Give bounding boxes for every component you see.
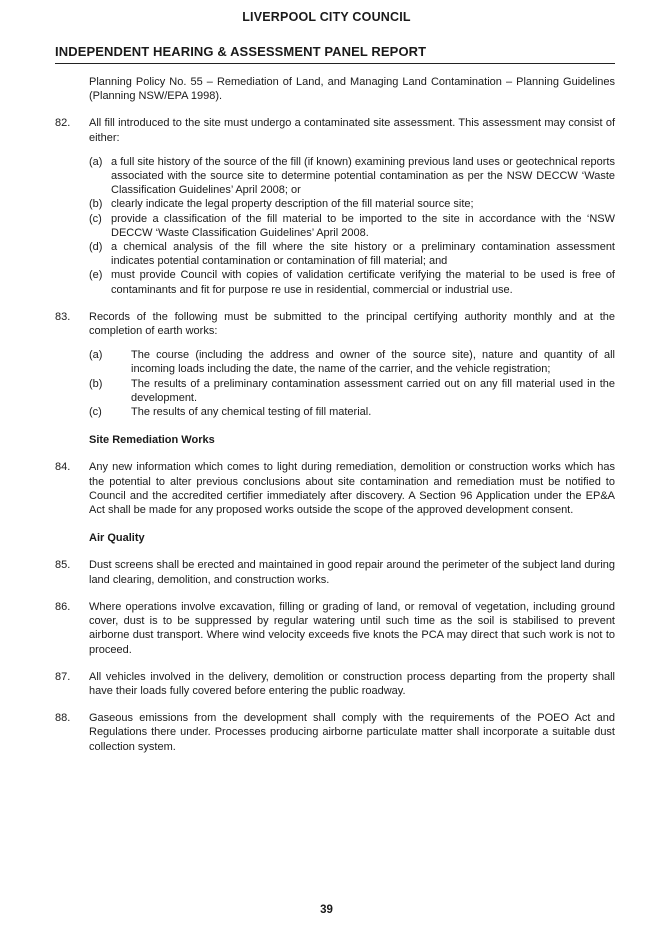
item-letter: (c) — [89, 406, 102, 419]
item-text: must provide Council with copies of validation certificate verifying the material to be used is free of contaminants and fit for purpose re use in residential, commercial or industrial use. — [111, 269, 615, 296]
header-divider — [55, 63, 615, 64]
condition-text: Records of the following must be submitted to the principal certifying authority monthly and at the completion of earth works: — [89, 310, 615, 338]
condition-87 — [55, 670, 615, 698]
condition-number: 85. — [55, 559, 71, 572]
item-letter: (a) — [89, 155, 103, 168]
condition-text: Where operations involve excavation, filling or grading of land, or removal of vegetation, including ground cover, dust is to be suppressed by regular watering until such time as the soil is stabilised to prevent airborne dust transport. Where wind velocity exceeds five knots the PCA may direct that such work is not to proceed. — [89, 600, 615, 656]
item-letter: (d) — [89, 241, 103, 254]
list-item — [89, 348, 615, 376]
item-text: provide a classification of the fill material to be imported to the site in accordance with the ‘NSW DECCW ‘Waste Classification Guidelines’ April 2008. — [111, 212, 615, 239]
list-item — [89, 212, 615, 240]
item-text: a chemical analysis of the fill where the site history or a preliminary contamination assessment indicates potential contamination or contamination of fill material; and — [111, 241, 615, 268]
condition-83-items — [89, 348, 615, 419]
item-letter: (a) — [89, 349, 103, 362]
item-letter: (b) — [89, 198, 103, 211]
condition-number: 88. — [55, 712, 71, 725]
condition-text: Gaseous emissions from the development shall comply with the requirements of the POEO Act and Regulations there under. Processes producing airborne particulate matter shall incorporate a suitable dust collection system. — [89, 712, 615, 753]
list-item — [89, 197, 615, 211]
item-text: The results of any chemical testing of fill material. — [131, 406, 372, 419]
section-heading-air-quality: Air Quality — [89, 532, 145, 545]
item-letter: (e) — [89, 269, 103, 282]
intro-paragraph: Planning Policy No. 55 – Remediation of Land, and Managing Land Contamination – Planning Guidelines (Planning NSW/EPA 1998). — [89, 76, 615, 103]
document-body — [55, 75, 615, 754]
condition-number: 86. — [55, 600, 71, 613]
condition-number: 83. — [55, 310, 71, 323]
condition-82-items — [89, 155, 615, 297]
condition-86 — [55, 600, 615, 657]
section-heading-site-remediation: Site Remediation Works — [89, 434, 215, 447]
report-title: INDEPENDENT HEARING & ASSESSMENT PANEL REPORT — [55, 44, 427, 59]
condition-83 — [55, 310, 615, 338]
condition-84 — [55, 460, 615, 517]
list-item — [89, 405, 615, 419]
list-item — [89, 240, 615, 268]
list-item — [89, 377, 615, 405]
page-number: 39 — [320, 904, 333, 916]
condition-text: Any new information which comes to light during remediation, demolition or construction works which has the potential to alter previous conclusions about site contamination and remediation must be notified to Council and the accredited certifier immediately after discovery. A Section 96 Application under the EP&A Act shall be made for any proposed works outside the scope of the approved development consent. — [89, 461, 615, 517]
condition-85 — [55, 558, 615, 586]
condition-text: Dust screens shall be erected and maintained in good repair around the perimeter of the subject land during land clearing, demolition, and construction works. — [89, 559, 615, 586]
item-text: The course (including the address and owner of the source site), nature and quantity of all incoming loads including the date, the name of the carrier, and the vehicle registration; — [131, 349, 615, 376]
item-text: The results of a preliminary contamination assessment carried out on any fill material used in the development. — [131, 377, 615, 404]
condition-text: All fill introduced to the site must undergo a contaminated site assessment. This assessment may consist of either: — [89, 117, 615, 144]
condition-number: 87. — [55, 670, 71, 683]
item-text: clearly indicate the legal property description of the fill material source site; — [111, 198, 474, 211]
condition-88 — [55, 711, 615, 754]
condition-82 — [55, 116, 615, 144]
condition-number: 84. — [55, 461, 71, 474]
council-name: LIVERPOOL CITY COUNCIL — [242, 10, 411, 24]
condition-text: All vehicles involved in the delivery, demolition or construction process departing from the property shall have their loads fully covered before entering the public roadway. — [89, 670, 615, 697]
list-item — [89, 155, 615, 198]
condition-number: 82. — [55, 117, 71, 130]
list-item — [89, 268, 615, 296]
item-letter: (b) — [89, 377, 103, 390]
item-letter: (c) — [89, 212, 102, 225]
item-text: a full site history of the source of the fill (if known) examining previous land uses or geotechnical reports associated with the source site to determine potential contamination as per the NSW DECCW ‘Waste Classification Guidelines’ April 2008; or — [111, 155, 615, 197]
